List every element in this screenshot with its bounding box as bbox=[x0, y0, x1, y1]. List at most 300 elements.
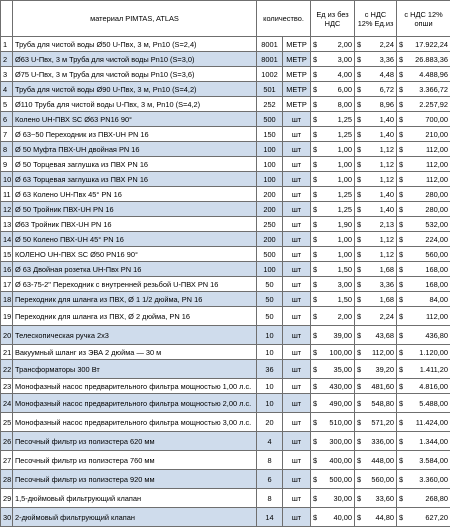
unit-cell[interactable]: шт bbox=[283, 360, 311, 379]
currency-cell[interactable]: $ bbox=[355, 262, 363, 277]
currency-cell[interactable]: $ bbox=[311, 172, 319, 187]
price-no-vat-cell[interactable]: 30,00 bbox=[319, 489, 355, 508]
currency-cell[interactable]: $ bbox=[355, 127, 363, 142]
material-cell[interactable]: Ø63 U-Пвх, 3 м Труба для чистой воды Pn10 (S=3,0) bbox=[13, 52, 257, 67]
currency-cell[interactable]: $ bbox=[397, 489, 405, 508]
currency-cell[interactable]: $ bbox=[311, 127, 319, 142]
currency-cell[interactable]: $ bbox=[311, 379, 319, 394]
currency-cell[interactable]: $ bbox=[311, 97, 319, 112]
unit-cell[interactable]: шт bbox=[283, 432, 311, 451]
row-number[interactable]: 3 bbox=[1, 67, 13, 82]
currency-cell[interactable]: $ bbox=[311, 394, 319, 413]
quantity-cell[interactable]: 150 bbox=[257, 127, 283, 142]
price-vat-cell[interactable]: 8,96 bbox=[363, 97, 397, 112]
material-cell[interactable]: Песочный фильтр из полиэстера 760 мм bbox=[13, 451, 257, 470]
currency-cell[interactable]: $ bbox=[397, 413, 405, 432]
row-number[interactable]: 11 bbox=[1, 187, 13, 202]
material-cell[interactable]: Труба для чистой воды Ø90 U-Пвх, 3 м, Pn10 (S=4,2) bbox=[13, 82, 257, 97]
quantity-cell[interactable]: 36 bbox=[257, 360, 283, 379]
price-vat-cell[interactable]: 44,80 bbox=[363, 508, 397, 527]
unit-cell[interactable]: шт bbox=[283, 127, 311, 142]
quantity-cell[interactable]: 100 bbox=[257, 262, 283, 277]
price-vat-cell[interactable]: 43,68 bbox=[363, 326, 397, 345]
currency-cell[interactable]: $ bbox=[355, 345, 363, 360]
currency-cell[interactable]: $ bbox=[397, 292, 405, 307]
currency-cell[interactable]: $ bbox=[397, 326, 405, 345]
total-vat-cell[interactable]: 268,80 bbox=[405, 489, 450, 508]
unit-cell[interactable]: шт bbox=[283, 345, 311, 360]
unit-cell[interactable]: шт bbox=[283, 489, 311, 508]
currency-cell[interactable]: $ bbox=[311, 451, 319, 470]
currency-cell[interactable]: $ bbox=[397, 37, 405, 52]
total-vat-cell[interactable]: 11.424,00 bbox=[405, 413, 450, 432]
quantity-cell[interactable]: 20 bbox=[257, 413, 283, 432]
price-vat-cell[interactable]: 6,72 bbox=[363, 82, 397, 97]
price-no-vat-cell[interactable]: 8,00 bbox=[319, 97, 355, 112]
price-no-vat-cell[interactable]: 39,00 bbox=[319, 326, 355, 345]
currency-cell[interactable]: $ bbox=[397, 112, 405, 127]
quantity-cell[interactable]: 10 bbox=[257, 394, 283, 413]
price-no-vat-cell[interactable]: 1,25 bbox=[319, 112, 355, 127]
unit-cell[interactable]: шт bbox=[283, 508, 311, 527]
currency-cell[interactable]: $ bbox=[311, 187, 319, 202]
unit-cell[interactable]: шт bbox=[283, 379, 311, 394]
quantity-cell[interactable]: 100 bbox=[257, 157, 283, 172]
currency-cell[interactable]: $ bbox=[355, 202, 363, 217]
price-vat-cell[interactable]: 33,60 bbox=[363, 489, 397, 508]
price-vat-cell[interactable]: 2,13 bbox=[363, 217, 397, 232]
price-vat-cell[interactable]: 1,12 bbox=[363, 157, 397, 172]
quantity-cell[interactable]: 100 bbox=[257, 142, 283, 157]
currency-cell[interactable]: $ bbox=[355, 489, 363, 508]
total-vat-cell[interactable]: 26.883,36 bbox=[405, 52, 450, 67]
price-vat-cell[interactable]: 39,20 bbox=[363, 360, 397, 379]
row-number[interactable]: 27 bbox=[1, 451, 13, 470]
currency-cell[interactable]: $ bbox=[397, 508, 405, 527]
price-no-vat-cell[interactable]: 1,00 bbox=[319, 247, 355, 262]
currency-cell[interactable]: $ bbox=[311, 345, 319, 360]
row-number[interactable]: 7 bbox=[1, 127, 13, 142]
price-vat-cell[interactable]: 1,12 bbox=[363, 232, 397, 247]
material-cell[interactable]: Трансформаторы 300 Вт bbox=[13, 360, 257, 379]
material-cell[interactable]: Колено UH-ПВХ SC Ø63 PN16 90° bbox=[13, 112, 257, 127]
material-cell[interactable]: Монофазный насос предварительного фильтра мощностью 3,00 л.с. bbox=[13, 413, 257, 432]
price-no-vat-cell[interactable]: 100,00 bbox=[319, 345, 355, 360]
price-vat-cell[interactable]: 548,80 bbox=[363, 394, 397, 413]
currency-cell[interactable]: $ bbox=[397, 142, 405, 157]
total-vat-cell[interactable]: 168,00 bbox=[405, 277, 450, 292]
row-number[interactable]: 14 bbox=[1, 232, 13, 247]
price-no-vat-cell[interactable]: 6,00 bbox=[319, 82, 355, 97]
currency-cell[interactable]: $ bbox=[311, 262, 319, 277]
unit-cell[interactable]: шт bbox=[283, 394, 311, 413]
price-vat-cell[interactable]: 1,12 bbox=[363, 247, 397, 262]
quantity-cell[interactable]: 8001 bbox=[257, 37, 283, 52]
row-number[interactable]: 2 bbox=[1, 52, 13, 67]
currency-cell[interactable]: $ bbox=[397, 307, 405, 326]
currency-cell[interactable]: $ bbox=[397, 82, 405, 97]
unit-cell[interactable]: шт bbox=[283, 326, 311, 345]
currency-cell[interactable]: $ bbox=[355, 187, 363, 202]
quantity-cell[interactable]: 100 bbox=[257, 172, 283, 187]
currency-cell[interactable]: $ bbox=[397, 202, 405, 217]
price-vat-cell[interactable]: 2,24 bbox=[363, 37, 397, 52]
price-vat-cell[interactable]: 571,20 bbox=[363, 413, 397, 432]
material-cell[interactable]: Ø 50 Тройник ПВХ-UH PN 16 bbox=[13, 202, 257, 217]
total-vat-cell[interactable]: 280,00 bbox=[405, 187, 450, 202]
price-vat-cell[interactable]: 4,48 bbox=[363, 67, 397, 82]
currency-cell[interactable]: $ bbox=[355, 508, 363, 527]
material-cell[interactable]: Труба для чистой воды Ø50 U-Пвх, 3 м, Pn10 (S=2,4) bbox=[13, 37, 257, 52]
unit-cell[interactable]: шт bbox=[283, 413, 311, 432]
currency-cell[interactable]: $ bbox=[311, 432, 319, 451]
currency-cell[interactable]: $ bbox=[397, 451, 405, 470]
currency-cell[interactable]: $ bbox=[355, 97, 363, 112]
price-no-vat-cell[interactable]: 1,50 bbox=[319, 262, 355, 277]
currency-cell[interactable]: $ bbox=[311, 37, 319, 52]
quantity-cell[interactable]: 250 bbox=[257, 217, 283, 232]
currency-cell[interactable]: $ bbox=[355, 112, 363, 127]
unit-cell[interactable]: МЕТР bbox=[283, 67, 311, 82]
quantity-cell[interactable]: 200 bbox=[257, 187, 283, 202]
price-vat-cell[interactable]: 3,36 bbox=[363, 52, 397, 67]
material-cell[interactable]: 2-дюймовый фильтрующий клапан bbox=[13, 508, 257, 527]
quantity-cell[interactable]: 6 bbox=[257, 470, 283, 489]
row-number[interactable]: 18 bbox=[1, 292, 13, 307]
currency-cell[interactable]: $ bbox=[397, 262, 405, 277]
currency-cell[interactable]: $ bbox=[397, 127, 405, 142]
currency-cell[interactable]: $ bbox=[311, 292, 319, 307]
price-no-vat-cell[interactable]: 300,00 bbox=[319, 432, 355, 451]
row-number[interactable]: 23 bbox=[1, 379, 13, 394]
currency-cell[interactable]: $ bbox=[355, 277, 363, 292]
currency-cell[interactable]: $ bbox=[355, 292, 363, 307]
price-vat-cell[interactable]: 1,40 bbox=[363, 112, 397, 127]
row-number[interactable]: 15 bbox=[1, 247, 13, 262]
row-number[interactable]: 13 bbox=[1, 217, 13, 232]
unit-cell[interactable]: МЕТР bbox=[283, 37, 311, 52]
currency-cell[interactable]: $ bbox=[355, 394, 363, 413]
price-no-vat-cell[interactable]: 510,00 bbox=[319, 413, 355, 432]
currency-cell[interactable]: $ bbox=[311, 52, 319, 67]
currency-cell[interactable]: $ bbox=[311, 307, 319, 326]
total-vat-cell[interactable]: 224,00 bbox=[405, 232, 450, 247]
currency-cell[interactable]: $ bbox=[311, 232, 319, 247]
material-cell[interactable]: Ø75 U-Пвх, 3 м Труба для чистой воды Pn10 (S=3,6) bbox=[13, 67, 257, 82]
material-cell[interactable]: Вакуумный шланг из ЭВА 2 дюйма — 30 м bbox=[13, 345, 257, 360]
row-number[interactable]: 21 bbox=[1, 345, 13, 360]
currency-cell[interactable]: $ bbox=[355, 82, 363, 97]
currency-cell[interactable]: $ bbox=[311, 67, 319, 82]
unit-cell[interactable]: шт bbox=[283, 292, 311, 307]
price-vat-cell[interactable]: 3,36 bbox=[363, 277, 397, 292]
quantity-cell[interactable]: 10 bbox=[257, 345, 283, 360]
row-number[interactable]: 1 bbox=[1, 37, 13, 52]
total-vat-cell[interactable]: 112,00 bbox=[405, 142, 450, 157]
price-no-vat-cell[interactable]: 490,00 bbox=[319, 394, 355, 413]
price-no-vat-cell[interactable]: 1,90 bbox=[319, 217, 355, 232]
currency-cell[interactable]: $ bbox=[311, 360, 319, 379]
currency-cell[interactable]: $ bbox=[397, 97, 405, 112]
quantity-cell[interactable]: 200 bbox=[257, 202, 283, 217]
quantity-cell[interactable]: 8 bbox=[257, 489, 283, 508]
currency-cell[interactable]: $ bbox=[397, 394, 405, 413]
currency-cell[interactable]: $ bbox=[397, 172, 405, 187]
row-number[interactable]: 28 bbox=[1, 470, 13, 489]
price-no-vat-cell[interactable]: 3,00 bbox=[319, 277, 355, 292]
material-cell[interactable]: 1,5-дюймовый фильтрующий клапан bbox=[13, 489, 257, 508]
row-number[interactable]: 5 bbox=[1, 97, 13, 112]
currency-cell[interactable]: $ bbox=[355, 413, 363, 432]
currency-cell[interactable]: $ bbox=[311, 489, 319, 508]
currency-cell[interactable]: $ bbox=[355, 232, 363, 247]
total-vat-cell[interactable]: 280,00 bbox=[405, 202, 450, 217]
row-number[interactable]: 4 bbox=[1, 82, 13, 97]
unit-cell[interactable]: шт bbox=[283, 262, 311, 277]
price-vat-cell[interactable]: 2,24 bbox=[363, 307, 397, 326]
unit-cell[interactable]: шт bbox=[283, 172, 311, 187]
total-vat-cell[interactable]: 112,00 bbox=[405, 157, 450, 172]
row-number[interactable]: 19 bbox=[1, 307, 13, 326]
unit-cell[interactable]: шт bbox=[283, 157, 311, 172]
currency-cell[interactable]: $ bbox=[355, 37, 363, 52]
material-cell[interactable]: Монофазный насос предварительного фильтра мощностью 1,00 л.с. bbox=[13, 379, 257, 394]
row-number[interactable]: 20 bbox=[1, 326, 13, 345]
price-vat-cell[interactable]: 448,00 bbox=[363, 451, 397, 470]
row-number[interactable]: 9 bbox=[1, 157, 13, 172]
quantity-cell[interactable]: 10 bbox=[257, 379, 283, 394]
currency-cell[interactable]: $ bbox=[355, 67, 363, 82]
price-vat-cell[interactable]: 1,12 bbox=[363, 142, 397, 157]
row-number[interactable]: 22 bbox=[1, 360, 13, 379]
currency-cell[interactable]: $ bbox=[397, 360, 405, 379]
currency-cell[interactable]: $ bbox=[355, 451, 363, 470]
quantity-cell[interactable]: 252 bbox=[257, 97, 283, 112]
total-vat-cell[interactable]: 1.120,00 bbox=[405, 345, 450, 360]
price-no-vat-cell[interactable]: 3,00 bbox=[319, 52, 355, 67]
row-number[interactable]: 26 bbox=[1, 432, 13, 451]
total-vat-cell[interactable]: 2.257,92 bbox=[405, 97, 450, 112]
total-vat-cell[interactable]: 112,00 bbox=[405, 307, 450, 326]
quantity-cell[interactable]: 14 bbox=[257, 508, 283, 527]
total-vat-cell[interactable]: 560,00 bbox=[405, 247, 450, 262]
total-vat-cell[interactable]: 84,00 bbox=[405, 292, 450, 307]
quantity-cell[interactable]: 8 bbox=[257, 451, 283, 470]
total-vat-cell[interactable]: 168,00 bbox=[405, 262, 450, 277]
currency-cell[interactable]: $ bbox=[355, 470, 363, 489]
price-vat-cell[interactable]: 481,60 bbox=[363, 379, 397, 394]
material-cell[interactable]: Переходник для шланга из ПВХ, Ø 2 дюйма, PN 16 bbox=[13, 307, 257, 326]
quantity-cell[interactable]: 1002 bbox=[257, 67, 283, 82]
currency-cell[interactable]: $ bbox=[397, 432, 405, 451]
currency-cell[interactable]: $ bbox=[355, 326, 363, 345]
unit-cell[interactable]: шт bbox=[283, 307, 311, 326]
price-no-vat-cell[interactable]: 1,25 bbox=[319, 202, 355, 217]
material-cell[interactable]: Ø 50 Колено ПВХ-UH 45° PN 16 bbox=[13, 232, 257, 247]
currency-cell[interactable]: $ bbox=[355, 172, 363, 187]
quantity-cell[interactable]: 50 bbox=[257, 277, 283, 292]
price-no-vat-cell[interactable]: 1,00 bbox=[319, 232, 355, 247]
currency-cell[interactable]: $ bbox=[311, 142, 319, 157]
price-vat-cell[interactable]: 1,12 bbox=[363, 172, 397, 187]
unit-cell[interactable]: шт bbox=[283, 247, 311, 262]
currency-cell[interactable]: $ bbox=[397, 345, 405, 360]
currency-cell[interactable]: $ bbox=[397, 247, 405, 262]
total-vat-cell[interactable]: 3.366,72 bbox=[405, 82, 450, 97]
row-number[interactable]: 24 bbox=[1, 394, 13, 413]
currency-cell[interactable]: $ bbox=[355, 52, 363, 67]
price-vat-cell[interactable]: 1,68 bbox=[363, 292, 397, 307]
row-number[interactable]: 6 bbox=[1, 112, 13, 127]
price-no-vat-cell[interactable]: 2,00 bbox=[319, 307, 355, 326]
price-no-vat-cell[interactable]: 430,00 bbox=[319, 379, 355, 394]
quantity-cell[interactable]: 500 bbox=[257, 247, 283, 262]
unit-cell[interactable]: шт bbox=[283, 232, 311, 247]
total-vat-cell[interactable]: 17.922,24 bbox=[405, 37, 450, 52]
currency-cell[interactable]: $ bbox=[311, 508, 319, 527]
currency-cell[interactable]: $ bbox=[311, 470, 319, 489]
price-no-vat-cell[interactable]: 40,00 bbox=[319, 508, 355, 527]
material-cell[interactable]: Монофазный насос предварительного фильтра мощностью 2,00 л.с. bbox=[13, 394, 257, 413]
total-vat-cell[interactable]: 627,20 bbox=[405, 508, 450, 527]
price-no-vat-cell[interactable]: 35,00 bbox=[319, 360, 355, 379]
currency-cell[interactable]: $ bbox=[355, 247, 363, 262]
unit-cell[interactable]: МЕТР bbox=[283, 52, 311, 67]
price-no-vat-cell[interactable]: 500,00 bbox=[319, 470, 355, 489]
total-vat-cell[interactable]: 1.344,00 bbox=[405, 432, 450, 451]
material-cell[interactable]: Ø110 Труба для чистой воды U-Пвх, 3 м, Pn10 (S=4,2) bbox=[13, 97, 257, 112]
currency-cell[interactable]: $ bbox=[397, 187, 405, 202]
row-number[interactable]: 8 bbox=[1, 142, 13, 157]
price-no-vat-cell[interactable]: 4,00 bbox=[319, 67, 355, 82]
unit-cell[interactable]: шт bbox=[283, 451, 311, 470]
quantity-cell[interactable]: 8001 bbox=[257, 52, 283, 67]
currency-cell[interactable]: $ bbox=[311, 82, 319, 97]
currency-cell[interactable]: $ bbox=[311, 326, 319, 345]
quantity-cell[interactable]: 500 bbox=[257, 112, 283, 127]
total-vat-cell[interactable]: 700,00 bbox=[405, 112, 450, 127]
currency-cell[interactable]: $ bbox=[311, 277, 319, 292]
currency-cell[interactable]: $ bbox=[311, 413, 319, 432]
price-no-vat-cell[interactable]: 2,00 bbox=[319, 37, 355, 52]
currency-cell[interactable]: $ bbox=[355, 307, 363, 326]
unit-cell[interactable]: шт bbox=[283, 202, 311, 217]
currency-cell[interactable]: $ bbox=[397, 67, 405, 82]
currency-cell[interactable]: $ bbox=[311, 247, 319, 262]
price-no-vat-cell[interactable]: 1,00 bbox=[319, 142, 355, 157]
currency-cell[interactable]: $ bbox=[397, 157, 405, 172]
currency-cell[interactable]: $ bbox=[355, 217, 363, 232]
total-vat-cell[interactable]: 1.411,20 bbox=[405, 360, 450, 379]
currency-cell[interactable]: $ bbox=[355, 379, 363, 394]
price-vat-cell[interactable]: 560,00 bbox=[363, 470, 397, 489]
price-no-vat-cell[interactable]: 1,25 bbox=[319, 127, 355, 142]
price-no-vat-cell[interactable]: 1,50 bbox=[319, 292, 355, 307]
material-cell[interactable]: Ø 50 Муфта ПВХ-UH двойная PN 16 bbox=[13, 142, 257, 157]
row-number[interactable]: 29 bbox=[1, 489, 13, 508]
material-cell[interactable]: Телескопическая ручка 2x3 bbox=[13, 326, 257, 345]
row-number[interactable]: 17 bbox=[1, 277, 13, 292]
unit-cell[interactable]: шт bbox=[283, 470, 311, 489]
price-vat-cell[interactable]: 1,40 bbox=[363, 202, 397, 217]
unit-cell[interactable]: шт bbox=[283, 277, 311, 292]
currency-cell[interactable]: $ bbox=[355, 157, 363, 172]
price-no-vat-cell[interactable]: 1,00 bbox=[319, 157, 355, 172]
material-cell[interactable]: Ø 63 Колено UH-Пвх 45° PN 16 bbox=[13, 187, 257, 202]
total-vat-cell[interactable]: 5.488,00 bbox=[405, 394, 450, 413]
unit-cell[interactable]: шт bbox=[283, 217, 311, 232]
quantity-cell[interactable]: 50 bbox=[257, 307, 283, 326]
price-vat-cell[interactable]: 1,68 bbox=[363, 262, 397, 277]
unit-cell[interactable]: МЕТР bbox=[283, 82, 311, 97]
currency-cell[interactable]: $ bbox=[397, 217, 405, 232]
price-vat-cell[interactable]: 336,00 bbox=[363, 432, 397, 451]
currency-cell[interactable]: $ bbox=[355, 142, 363, 157]
unit-cell[interactable]: шт bbox=[283, 112, 311, 127]
quantity-cell[interactable]: 10 bbox=[257, 326, 283, 345]
currency-cell[interactable]: $ bbox=[355, 432, 363, 451]
quantity-cell[interactable]: 50 bbox=[257, 292, 283, 307]
material-cell[interactable]: Ø63 Тройник ПВХ-UH PN 16 bbox=[13, 217, 257, 232]
total-vat-cell[interactable]: 3.584,00 bbox=[405, 451, 450, 470]
currency-cell[interactable]: $ bbox=[311, 112, 319, 127]
material-cell[interactable]: Песочный фильтр из полиэстера 620 мм bbox=[13, 432, 257, 451]
currency-cell[interactable]: $ bbox=[397, 52, 405, 67]
row-number[interactable]: 16 bbox=[1, 262, 13, 277]
total-vat-cell[interactable]: 210,00 bbox=[405, 127, 450, 142]
row-number[interactable]: 25 bbox=[1, 413, 13, 432]
quantity-cell[interactable]: 200 bbox=[257, 232, 283, 247]
currency-cell[interactable]: $ bbox=[311, 217, 319, 232]
currency-cell[interactable]: $ bbox=[311, 202, 319, 217]
price-vat-cell[interactable]: 1,40 bbox=[363, 127, 397, 142]
total-vat-cell[interactable]: 532,00 bbox=[405, 217, 450, 232]
row-number[interactable]: 30 bbox=[1, 508, 13, 527]
price-no-vat-cell[interactable]: 1,25 bbox=[319, 187, 355, 202]
material-cell[interactable]: Ø 63 Двойная розетка UH-Пвх PN 16 bbox=[13, 262, 257, 277]
material-cell[interactable]: Ø 63 Торцевая заглушка из ПВХ PN 16 bbox=[13, 172, 257, 187]
quantity-cell[interactable]: 4 bbox=[257, 432, 283, 451]
currency-cell[interactable]: $ bbox=[397, 277, 405, 292]
unit-cell[interactable]: шт bbox=[283, 142, 311, 157]
total-vat-cell[interactable]: 4.816,00 bbox=[405, 379, 450, 394]
unit-cell[interactable]: МЕТР bbox=[283, 97, 311, 112]
currency-cell[interactable]: $ bbox=[397, 470, 405, 489]
total-vat-cell[interactable]: 4.488,96 bbox=[405, 67, 450, 82]
unit-cell[interactable]: шт bbox=[283, 187, 311, 202]
material-cell[interactable]: Ø 50 Торцевая заглушка из ПВХ PN 16 bbox=[13, 157, 257, 172]
row-number[interactable]: 10 bbox=[1, 172, 13, 187]
material-cell[interactable]: Ø 63~50 Переходник из ПВХ-UH PN 16 bbox=[13, 127, 257, 142]
currency-cell[interactable]: $ bbox=[355, 360, 363, 379]
currency-cell[interactable]: $ bbox=[397, 232, 405, 247]
material-cell[interactable]: Ø 63-75-2" Переходник с внутренней резьбой U-ПВХ PN 16 bbox=[13, 277, 257, 292]
currency-cell[interactable]: $ bbox=[311, 157, 319, 172]
price-no-vat-cell[interactable]: 1,00 bbox=[319, 172, 355, 187]
row-number[interactable]: 12 bbox=[1, 202, 13, 217]
price-no-vat-cell[interactable]: 400,00 bbox=[319, 451, 355, 470]
price-vat-cell[interactable]: 112,00 bbox=[363, 345, 397, 360]
total-vat-cell[interactable]: 3.360,00 bbox=[405, 470, 450, 489]
material-cell[interactable]: Песочный фильтр из полиэстера 920 мм bbox=[13, 470, 257, 489]
total-vat-cell[interactable]: 112,00 bbox=[405, 172, 450, 187]
material-cell[interactable]: КОЛЕНО UH-ПВХ SC Ø50 PN16 90° bbox=[13, 247, 257, 262]
quantity-cell[interactable]: 501 bbox=[257, 82, 283, 97]
material-cell[interactable]: Переходник для шланга из ПВХ, Ø 1 1/2 дюйма, PN 16 bbox=[13, 292, 257, 307]
currency-cell[interactable]: $ bbox=[397, 379, 405, 394]
price-vat-cell[interactable]: 1,40 bbox=[363, 187, 397, 202]
total-vat-cell[interactable]: 436,80 bbox=[405, 326, 450, 345]
